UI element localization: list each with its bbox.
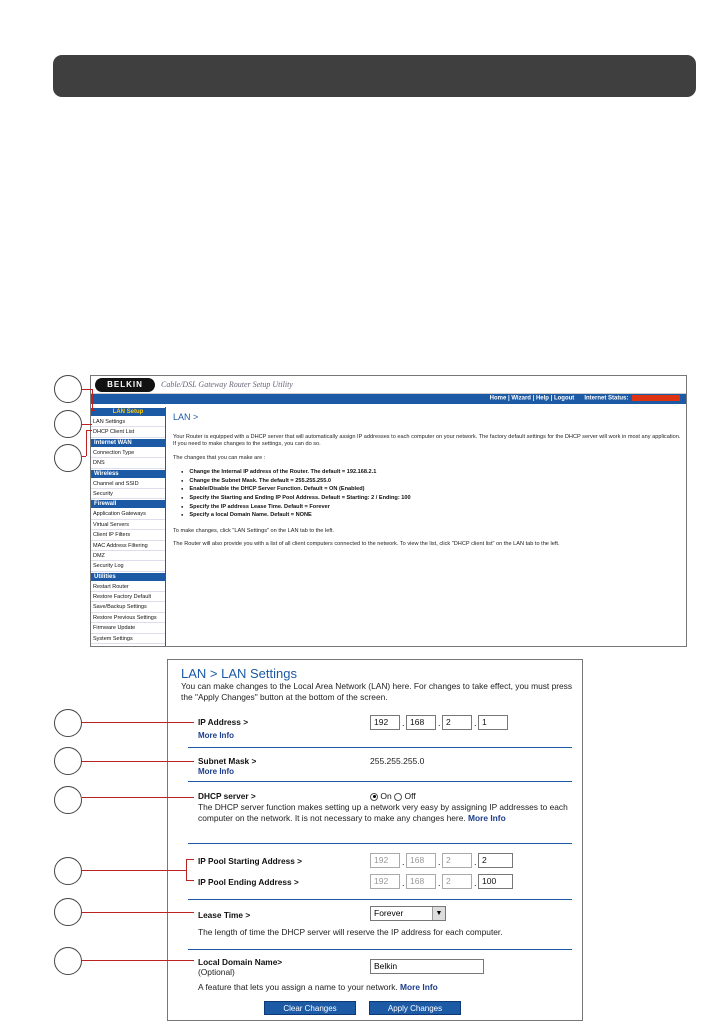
callout-5	[54, 747, 82, 775]
callout-line-7b	[186, 880, 194, 881]
lease-time-value: Forever	[374, 908, 404, 918]
top-nav-links[interactable]	[490, 395, 680, 402]
instruction-text: To make changes, click "LAN Settings" on the LAN tab to the left.	[173, 527, 334, 534]
dhcp-description-text: The DHCP server function makes setting up a network very easy by assigning IP addresses to each computer on the network. It is not necessary to make any changes here.	[198, 802, 568, 823]
pool-end-octet-2: 168	[406, 874, 436, 889]
client-list-note: The Router will also provide you with a list of all client computers connected to the network. To view the list, click "DHCP client list" on the LAN tab to the left.	[173, 541, 560, 548]
callout-line-2	[82, 424, 92, 425]
callout-line-7	[82, 870, 186, 871]
dhcp-description	[198, 802, 578, 823]
sidebar-heading-internet-wan[interactable]: Internet WAN	[91, 439, 165, 447]
sidebar	[91, 407, 166, 647]
sidebar-item-application-gateways[interactable]: Application Gateways	[91, 509, 165, 519]
callout-line-1v	[92, 389, 93, 410]
lan-overview-screenshot	[90, 375, 687, 647]
top-nav-bar	[91, 394, 686, 404]
dhcp-off-radio[interactable]	[394, 793, 402, 801]
pool-end-octet-1: 192	[370, 874, 400, 889]
list-item: ● Change the Internal IP address of the Router. The default = 192.168.2.1	[181, 468, 683, 477]
callout-line-8	[82, 912, 194, 913]
changes-list	[181, 468, 683, 520]
callout-8	[54, 898, 82, 926]
sidebar-item-dmz[interactable]: DMZ	[91, 551, 165, 561]
subnet-mask-value: 255.255.255.0	[370, 756, 425, 766]
list-item: ● Change the Subnet Mask. The default = 255.255.255.0	[181, 477, 683, 486]
sidebar-item-lan-settings[interactable]: LAN Settings	[91, 417, 165, 427]
callout-line-6	[82, 797, 194, 798]
settings-title: LAN > LAN Settings	[181, 666, 297, 681]
sidebar-item-client-ip-filters[interactable]: Client IP Filters	[91, 530, 165, 540]
apply-changes-button[interactable]: Apply Changes	[369, 1001, 461, 1015]
subnet-mask-label: Subnet Mask >	[198, 756, 257, 766]
divider	[188, 781, 572, 782]
changes-intro: The changes that you can make are :	[173, 454, 266, 461]
callout-4	[54, 709, 82, 737]
belkin-logo[interactable]: BELKIN	[95, 378, 155, 392]
ip-octet-1[interactable]: 192	[370, 715, 400, 730]
sidebar-item-security-log[interactable]: Security Log	[91, 561, 165, 571]
lease-time-label: Lease Time >	[198, 910, 251, 920]
sidebar-heading-lan-setup[interactable]: LAN Setup	[91, 408, 165, 416]
internet-status-label: Internet Status:	[584, 395, 629, 402]
callout-line-3v	[86, 430, 87, 456]
lan-overview-content	[173, 412, 683, 555]
sidebar-heading-wireless[interactable]: Wireless	[91, 470, 165, 478]
lan-intro-text: Your Router is equipped with a DHCP server that will automatically assign IP addresses to each computer on your network. The factory default settings for the DHCP server will work in most any application. If you need to make changes to the settings, you can do so.	[173, 434, 681, 448]
ip-octet-3[interactable]: 2	[442, 715, 472, 730]
list-item: ● Specify the Starting and Ending IP Pool Address. Default = Starting: 2 / Ending: 100	[181, 494, 683, 503]
dhcp-server-label: DHCP server >	[198, 791, 256, 801]
domain-more-info-link[interactable]: More Info	[400, 982, 438, 992]
pool-start-octet-1: 192	[370, 853, 400, 868]
sidebar-item-mac-filtering[interactable]: MAC Address Filtering	[91, 541, 165, 551]
pool-end-label: IP Pool Ending Address >	[198, 877, 299, 887]
sidebar-item-wireless-security[interactable]: Security	[91, 489, 165, 499]
dhcp-on-label: On	[380, 791, 392, 801]
pool-end-octet-3: 2	[442, 874, 472, 889]
domain-name-description	[198, 982, 578, 993]
top-nav-text[interactable]: Home | Wizard | Help | Logout	[489, 395, 575, 402]
callout-6	[54, 786, 82, 814]
list-item: ● Specify the IP address Lease Time. Default = Forever	[181, 503, 683, 512]
sidebar-item-virtual-servers[interactable]: Virtual Servers	[91, 520, 165, 530]
lease-time-select[interactable]	[370, 906, 446, 921]
divider	[188, 843, 572, 844]
lan-settings-screenshot: LAN > LAN Settings You can make changes to the Local Area Network (LAN) here. For changes to take effect, you must press the "Apply Changes" button at the bottom of the screen. IP Address > More Info 192 . 168 . 2 . 1 Subnet Mask > More Info 255.255.255.0 DHCP server > On Off The DHCP server function makes setting up a network very easy by assigning IP addresses to each computer on the network. It is not necessary to make any changes here. More Info IP Pool Starting Address > 192 . 168 . 2 . 2 IP Pool Ending Address > 192 . 168 . 2 . 100 Lease Time > Forever ▼ The length of time the DHCP server will reserve the IP address for each computer. Local Domain Name> (Optional) Belkin A feature that lets you assign a name to your network. More Info Clear Changes Apply Changes	[167, 659, 583, 1021]
callout-line-1b	[92, 410, 96, 411]
sidebar-item-system-settings[interactable]: System Settings	[91, 634, 165, 644]
callout-line-5	[82, 761, 194, 762]
app-header	[91, 376, 686, 394]
callout-7	[54, 857, 82, 885]
domain-name-input[interactable]: Belkin	[370, 959, 484, 974]
divider	[188, 747, 572, 748]
callout-3	[54, 444, 82, 472]
callout-line-9	[82, 960, 194, 961]
callout-2	[54, 410, 82, 438]
pool-start-octet-4[interactable]: 2	[478, 853, 513, 868]
page-title: LAN >	[173, 412, 199, 422]
list-item: ● Enable/Disable the DHCP Server Function. Default = ON (Enabled)	[181, 485, 683, 494]
sidebar-item-dhcp-client-list[interactable]: DHCP Client List	[91, 427, 165, 437]
callout-9	[54, 947, 82, 975]
dhcp-off-label: Off	[404, 791, 416, 801]
ip-octet-4[interactable]: 1	[478, 715, 508, 730]
callout-line-7a	[186, 859, 194, 860]
sidebar-item-dns[interactable]: DNS	[91, 458, 165, 468]
header-bar	[53, 55, 696, 97]
ip-address-more-info-link[interactable]: More Info	[198, 731, 234, 740]
sidebar-item-connection-type[interactable]: Connection Type	[91, 448, 165, 458]
settings-intro: You can make changes to the Local Area Network (LAN) here. For changes to take effect, you must press the "Apply Changes" button at the bottom of the screen.	[181, 681, 573, 702]
sidebar-item-restart-router[interactable]: Restart Router	[91, 582, 165, 592]
pool-start-octet-3: 2	[442, 853, 472, 868]
sidebar-heading-utilities[interactable]: Utilities	[91, 573, 165, 581]
sidebar-item-restore-factory[interactable]: Restore Factory Default	[91, 592, 165, 602]
domain-name-label: Local Domain Name>	[198, 957, 283, 967]
pool-start-label: IP Pool Starting Address >	[198, 856, 302, 866]
ip-octet-2[interactable]: 168	[406, 715, 436, 730]
dropdown-arrow-icon[interactable]: ▼	[432, 907, 445, 920]
sidebar-item-firmware-update[interactable]: Firmware Update	[91, 623, 165, 633]
sidebar-heading-firewall[interactable]: Firewall	[91, 500, 165, 508]
dhcp-more-info-link[interactable]: More Info	[468, 812, 506, 823]
ip-address-label: IP Address >	[198, 717, 249, 727]
pool-end-octet-4[interactable]: 100	[478, 874, 513, 889]
dhcp-on-radio[interactable]	[370, 793, 378, 801]
sidebar-item-channel-ssid[interactable]: Channel and SSID	[91, 479, 165, 489]
divider	[188, 949, 572, 950]
divider	[188, 899, 572, 900]
subnet-more-info-link[interactable]: More Info	[198, 767, 234, 776]
clear-changes-button[interactable]: Clear Changes	[264, 1001, 356, 1015]
domain-description-text: A feature that lets you assign a name to your network.	[198, 982, 398, 992]
callout-1	[54, 375, 82, 403]
callout-line-7v	[186, 859, 187, 881]
callout-line-1	[82, 389, 92, 390]
sidebar-item-restore-previous[interactable]: Restore Previous Settings	[91, 613, 165, 623]
app-title: Cable/DSL Gateway Router Setup Utility	[161, 380, 293, 389]
callout-line-4	[82, 722, 194, 723]
sidebar-item-save-backup[interactable]: Save/Backup Settings	[91, 602, 165, 612]
domain-name-optional: (Optional)	[198, 967, 235, 977]
internet-status-indicator	[632, 395, 680, 401]
dhcp-radio-group	[370, 791, 416, 801]
lease-time-description: The length of time the DHCP server will reserve the IP address for each computer.	[198, 927, 503, 937]
list-item: ● Specify a local Domain Name. Default = NONE	[181, 511, 683, 520]
pool-start-octet-2: 168	[406, 853, 436, 868]
callout-line-3	[82, 456, 86, 457]
callout-line-3b	[86, 430, 92, 431]
